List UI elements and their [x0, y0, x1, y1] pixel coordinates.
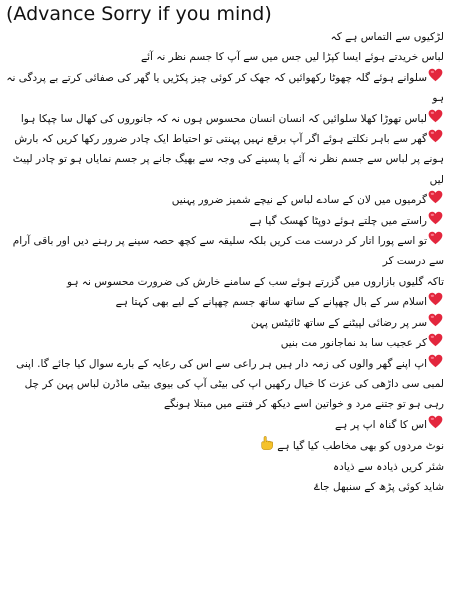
message-paragraph [6, 27, 444, 47]
pointing-hand-icon [259, 435, 275, 451]
paragraph-text: اس کا گناہ اپ پر ہے [335, 418, 427, 431]
message-paragraph [6, 211, 444, 231]
red-heart-icon [428, 415, 443, 429]
message-title: (Advance Sorry if you mind) [6, 3, 272, 25]
paragraph-text: شئر کریں ذیادہ سے ذیادہ [332, 460, 444, 473]
paragraph-text: لباس تھوڑا کھلا سلوائیں کہ انسان انسان محسوس ہوں نہ کہ جانوروں کی کھال سا چپکا ہوا [20, 112, 427, 125]
paragraph-text: شاید کوئی پڑھ کے سنبھل جاۓ [313, 480, 444, 493]
red-heart-icon [428, 313, 443, 327]
paragraph-text: نوٹ مردوں کو بھی مخاطب کیا گیا ہے [277, 440, 444, 453]
paragraph-text: سر پر رضائی لپیٹنے کے ساتھ ٹائیٹس پہن [250, 316, 427, 329]
message-paragraph [6, 333, 444, 353]
message-paragraph [6, 292, 444, 312]
message-paragraph [6, 435, 444, 456]
message-paragraph [6, 354, 444, 415]
paragraph-text: گرمیوں میں لان کے سادے لباس کے نیچے شمیز ضرور پہنیں [171, 194, 427, 207]
red-heart-icon [428, 190, 443, 204]
paragraph-text: کر عجیب سا بد نماجانور مت بنیں [280, 337, 427, 350]
paragraph-text: اسلام سر کے بال چھپانے کے ساتھ ساتھ جسم چھپانے کے لیے بھی کہتا ہے [115, 296, 427, 309]
message-paragraph [6, 47, 444, 67]
paragraph-text: گھر سے باہر نکلتے ہوئے اگر آپ برقع نہیں پہنتی تو احتیاط ایک چادر ضرور رکھا کریں کہ بارش ہونے پر لباس سے جسم نظر نہ آئے یا پسینے کی وجہ سے بھیگ جانے پر جسم نمایاں ہو تو چادر لپیٹ لیں [12, 133, 444, 186]
red-heart-icon [428, 211, 443, 225]
red-heart-icon [428, 333, 443, 347]
red-heart-icon [428, 231, 443, 245]
red-heart-icon [428, 292, 443, 306]
message-paragraph [6, 415, 444, 435]
paragraph-text: لباس خریدتے ہوئے ایسا کپڑا لیں جس میں سے آپ کا جسم نظر نہ آئے [140, 51, 444, 64]
red-heart-icon [428, 354, 443, 368]
message-paragraph [6, 457, 444, 477]
paragraph-text: لڑکیوں سے التماس ہے کہ [330, 31, 444, 43]
paragraph-text: سلوانے ہوئے گلہ چھوٹا رکھوائیں کہ جھک کر کوئی چیز پکڑیں یا گھر کی صفائی کرتے بے پردگی نہ ہو [6, 71, 444, 105]
message-paragraph [6, 68, 444, 109]
paragraph-text: اپ اپنے گھر والوں کی زمہ دار ہیں ہر راعی سے اس کی رعایہ کے بارے سوال کیا جائے گا. اپنی لمبی سی داڑھی کی عزت کا خیال رکھیں اپ کی بیٹی آپ کی بیوی بیٹی ماڈرن لباس پہن کر چل رہی ہو تو جتنے مرد و خواتین اسے دیکھ کر فتنے میں مبتلا ہونگے [16, 357, 444, 411]
message-paragraph [6, 190, 444, 210]
message-paragraph [6, 477, 444, 497]
message-paragraph [6, 109, 444, 129]
red-heart-icon [428, 68, 443, 82]
message-body [6, 27, 444, 497]
paragraph-text: تو اسے پورا اتار کر درست مت کریں بلکہ سلیقہ سے کچھ حصہ سینے پر رہنے دیں اور باقی آرام سے درست کر [12, 235, 444, 268]
paragraph-text: راستے میں چلتے ہوئے دوپٹا کھسک گیا ہے [249, 214, 427, 227]
paragraph-text: تاکہ گلیوں بازاروں میں گزرتے ہوئے سب کے سامنے خارش کی ضرورت محسوس نہ ہو [66, 275, 444, 288]
message-paragraph [6, 272, 444, 292]
message-paragraph [6, 313, 444, 333]
red-heart-icon [428, 109, 443, 123]
message-paragraph [6, 129, 444, 190]
message-paragraph [6, 231, 444, 272]
red-heart-icon [428, 129, 443, 143]
